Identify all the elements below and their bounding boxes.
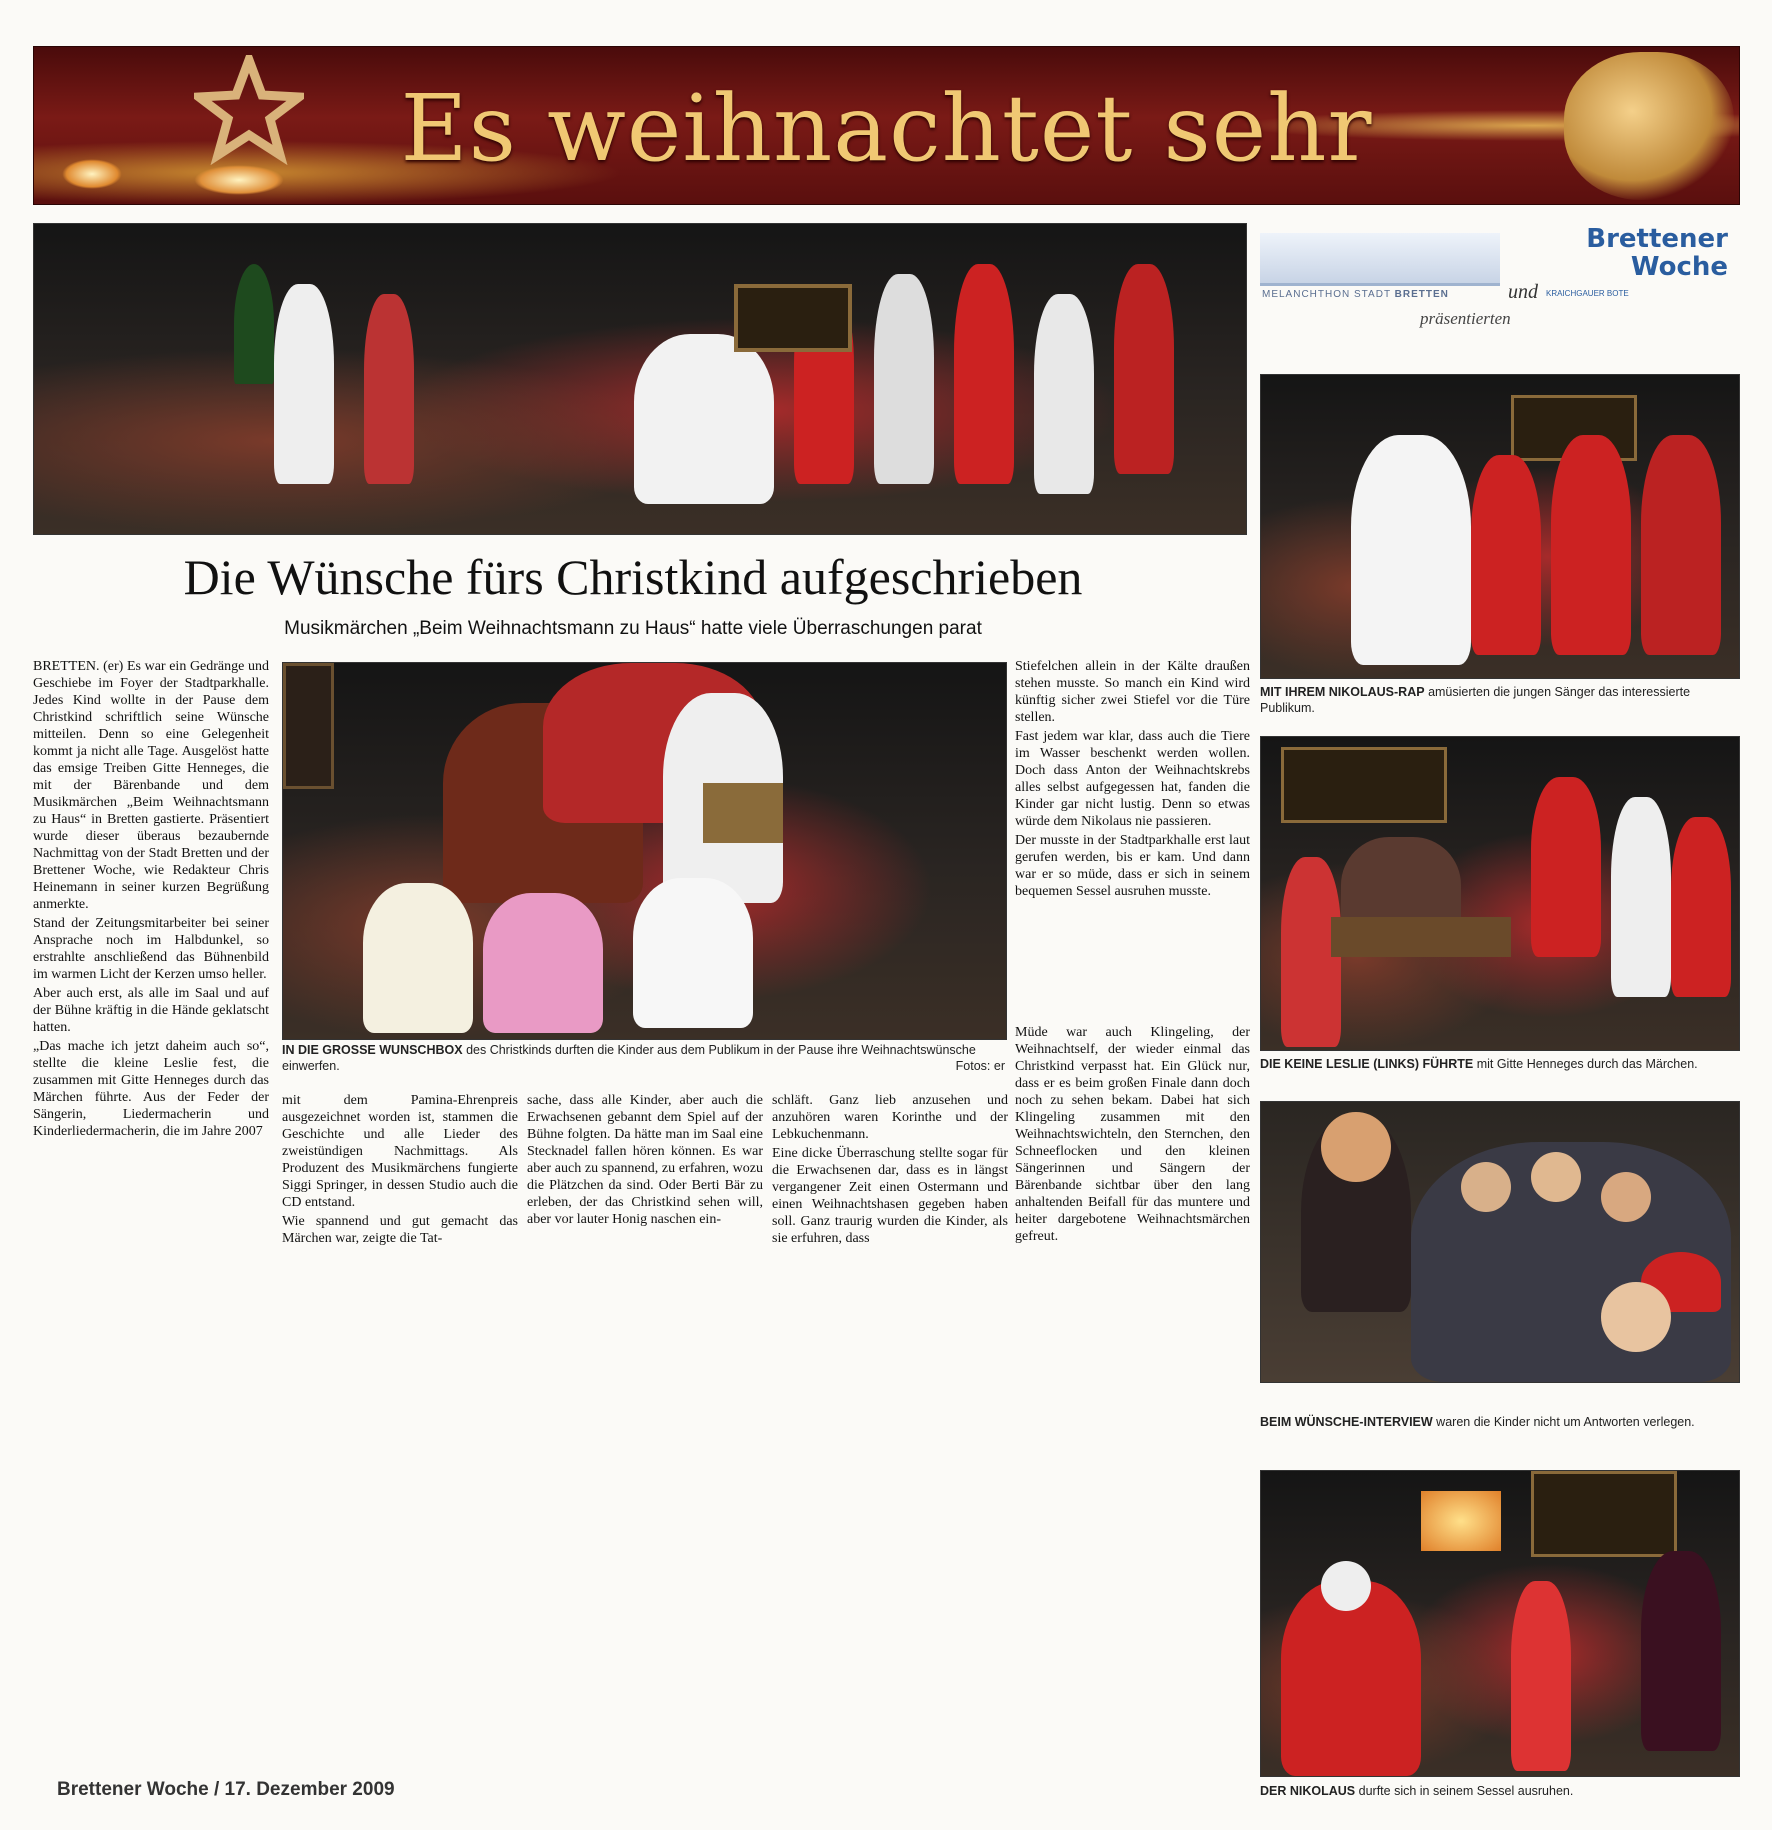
- photo-credit: Fotos: er: [955, 1059, 1005, 1073]
- logo-line-1: Brettener: [1586, 224, 1728, 254]
- sponsor-presented: präsentierten: [1420, 309, 1511, 328]
- paragraph: schläft. Ganz lieb anzusehen und anzuhören waren Korinthe und der Lebkuchenmann.: [772, 1093, 1008, 1142]
- paragraph: Der musste in der Stadtparkhalle erst laut gerufen werden, bis er kam. Und dann war er so müde, dass er sich in seinem bequemen Sessel ausruhen musste.: [1015, 833, 1250, 899]
- paragraph: Aber auch erst, als alle im Saal und auf der Bühne kräftig in die Hände geklatscht hatten.: [33, 986, 269, 1035]
- logo-text-bretten: BRETTEN: [1394, 289, 1449, 300]
- article-column-3: [527, 1092, 763, 1230]
- photo-wunschbox: [282, 662, 1007, 1040]
- paragraph: sache, dass alle Kinder, aber auch die Erwachsenen gebannt dem Spiel auf der Bühne folgten. Da hätte man im Saal eine Stecknadel fallen hören können. Es war aber auch zu spannend, zu erfahren, wozu die Plätzchen da sind. Oder Berti Bär zu erleben, der das Christkind sehen will, aber vor lauter Honig naschen ein-: [527, 1093, 763, 1227]
- article-column-1: [33, 658, 269, 1142]
- paragraph: mit dem Pamina-Ehrenpreis ausgezeichnet worden ist, stammen die Geschichte und alle Lieder des zweistündigen Nachmittags. Als Produzent des Musikmärchens fungierte Siggi Springer, in dessen Studio auch die CD entstand.: [282, 1093, 518, 1210]
- article-column-2: [282, 1092, 518, 1249]
- stadt-bretten-logo: [1260, 233, 1500, 286]
- logo-text-kraichgauer: KRAICHGAUER BOTE: [1546, 289, 1629, 298]
- brettener-woche-logo: [1500, 225, 1728, 281]
- logo-text-melanchthon: MELANCHTHON: [1262, 289, 1351, 300]
- article-subhead: Musikmärchen „Beim Weihnachtsmann zu Haus“ hatte viele Überraschungen parat: [284, 618, 982, 639]
- paragraph: Müde war auch Klingeling, der Weihnachtself, der wieder einmal das Christkind verpasst hat. Ein Glück nur, dass er es beim großen Finale dann doch noch zu sehen bekam. Dabei hat sich Klingeling zusammen mit den Weihnachtswichteln, den Sternchen, den Schneeflocken und den kleinen Sängerinnen und Sängern der Bärenbande sichtbar über den lang anhaltenden Beifall für das muntere und heiter dargebotene Weihnachtsmärchen gefreut.: [1015, 1025, 1250, 1244]
- paragraph: Stiefelchen allein in der Kälte draußen stehen musste. So manch ein Kind wird künftig sicher zwei Stiefel vor die Türe stellen.: [1015, 659, 1250, 725]
- source-footer: Brettener Woche / 17. Dezember 2009: [57, 1779, 395, 1800]
- photo-stage-ensemble: [33, 223, 1247, 535]
- caption-text: waren die Kinder nicht um Antworten verlegen.: [1436, 1415, 1695, 1429]
- article-headline: Die Wünsche fürs Christkind aufgeschrieben: [183, 549, 1083, 605]
- caption-text: amüsierten die jungen Sänger das interessierte Publikum.: [1260, 685, 1691, 715]
- photo-nikolaus-rap: [1260, 374, 1740, 679]
- caption-lead: BEIM WÜNSCHE-INTERVIEW: [1260, 1415, 1433, 1429]
- paragraph: Wie spannend und gut gemacht das Märchen war, zeigte die Tat-: [282, 1214, 518, 1246]
- logo-line-2: Woche: [1630, 252, 1728, 282]
- paragraph: Stand der Zeitungsmitarbeiter bei seiner Ansprache noch im Halbdunkel, so erstrahlte anschließend das Bühnenbild im warmen Licht der Kerzen umso heller.: [33, 916, 269, 982]
- caption-nikolaus: [1260, 1783, 1738, 1799]
- caption-text: durfte sich in seinem Sessel ausruhen.: [1358, 1784, 1574, 1798]
- caption-text: des Christkinds durften die Kinder aus dem Publikum in der Pause ihre Weihnachtswünsche einwerfen.: [282, 1043, 976, 1073]
- paragraph: Fast jedem war klar, dass auch die Tiere im Wasser beschenkt werden wollen. Doch dass Anton der Weihnachtskrebs alles selbst aufgegessen hat, fanden die Kinder gar nicht lustig. Denn so etwas würde dem Nikolaus nie passieren.: [1015, 729, 1250, 829]
- photo-leslie: [1260, 736, 1740, 1051]
- sponsor-und: und: [1508, 281, 1538, 303]
- paragraph: „Das mache ich jetzt daheim auch so“, stellte die kleine Leslie fest, die zusammen mit Gitte Henneges durch das Märchen führte. Aus der Feder der Sängerin, Liedermacherin und Kinderliedermacherin, die im Jahre 2007: [33, 1039, 269, 1139]
- caption-lead: MIT IHREM NIKOLAUS-RAP: [1260, 685, 1425, 699]
- caption-wunschbox: [282, 1042, 1005, 1074]
- article-column-4: [772, 1092, 1008, 1249]
- caption-lead: IN DIE GROSSE WUNSCHBOX: [282, 1043, 463, 1057]
- caption-leslie: [1260, 1056, 1738, 1072]
- angel-decoration: [1564, 52, 1734, 200]
- caption-interview: [1260, 1414, 1738, 1430]
- sponsor-logos: [1260, 223, 1738, 333]
- paragraph: Eine dicke Überraschung stellte sogar für die Erwachsenen dar, dass es in längst vergangener Zeit einen Ostermann und einen Weihnachtshasen gegeben haben soll. Ganz traurig wurden die Kinder, als sie erfuhren, dass: [772, 1146, 1008, 1246]
- caption-lead: DER NIKOLAUS: [1260, 1784, 1356, 1798]
- header-banner: [33, 46, 1740, 205]
- article-column-5-top: [1015, 658, 1250, 902]
- article-column-5-bottom: [1015, 1024, 1250, 1247]
- banner-title: Es weihnachtet sehr: [400, 75, 1373, 182]
- paragraph: BRETTEN. (er) Es war ein Gedränge und Geschiebe im Foyer der Stadtparkhalle. Jedes Kind wollte in der Pause dem Christkind schriftlich seine Wünsche mitteilen. Denn so eine Gelegenheit kommt ja nicht alle Tage. Ausgelöst hatte das emsige Treiben Gitte Henneges, die mit der Bärenbande und dem Musikmärchen „Beim Weihnachtsmann zu Haus“ in Bretten gastierte. Präsentiert wurde dieser überaus bezaubernde Nachmittag von der Stadt Bretten und der Brettener Woche, wie Redakteur Chris Heinemann in seiner kurzen Begrüßung anmerkte.: [33, 659, 269, 912]
- caption-lead: DIE KEINE LESLIE (LINKS) FÜHRTE: [1260, 1057, 1474, 1071]
- caption-text: mit Gitte Henneges durch das Märchen.: [1476, 1057, 1698, 1071]
- photo-interview: [1260, 1101, 1740, 1383]
- logo-text-stadt: STADT: [1354, 289, 1391, 300]
- caption-nikolaus-rap: [1260, 684, 1738, 716]
- photo-nikolaus-sessel: [1260, 1470, 1740, 1777]
